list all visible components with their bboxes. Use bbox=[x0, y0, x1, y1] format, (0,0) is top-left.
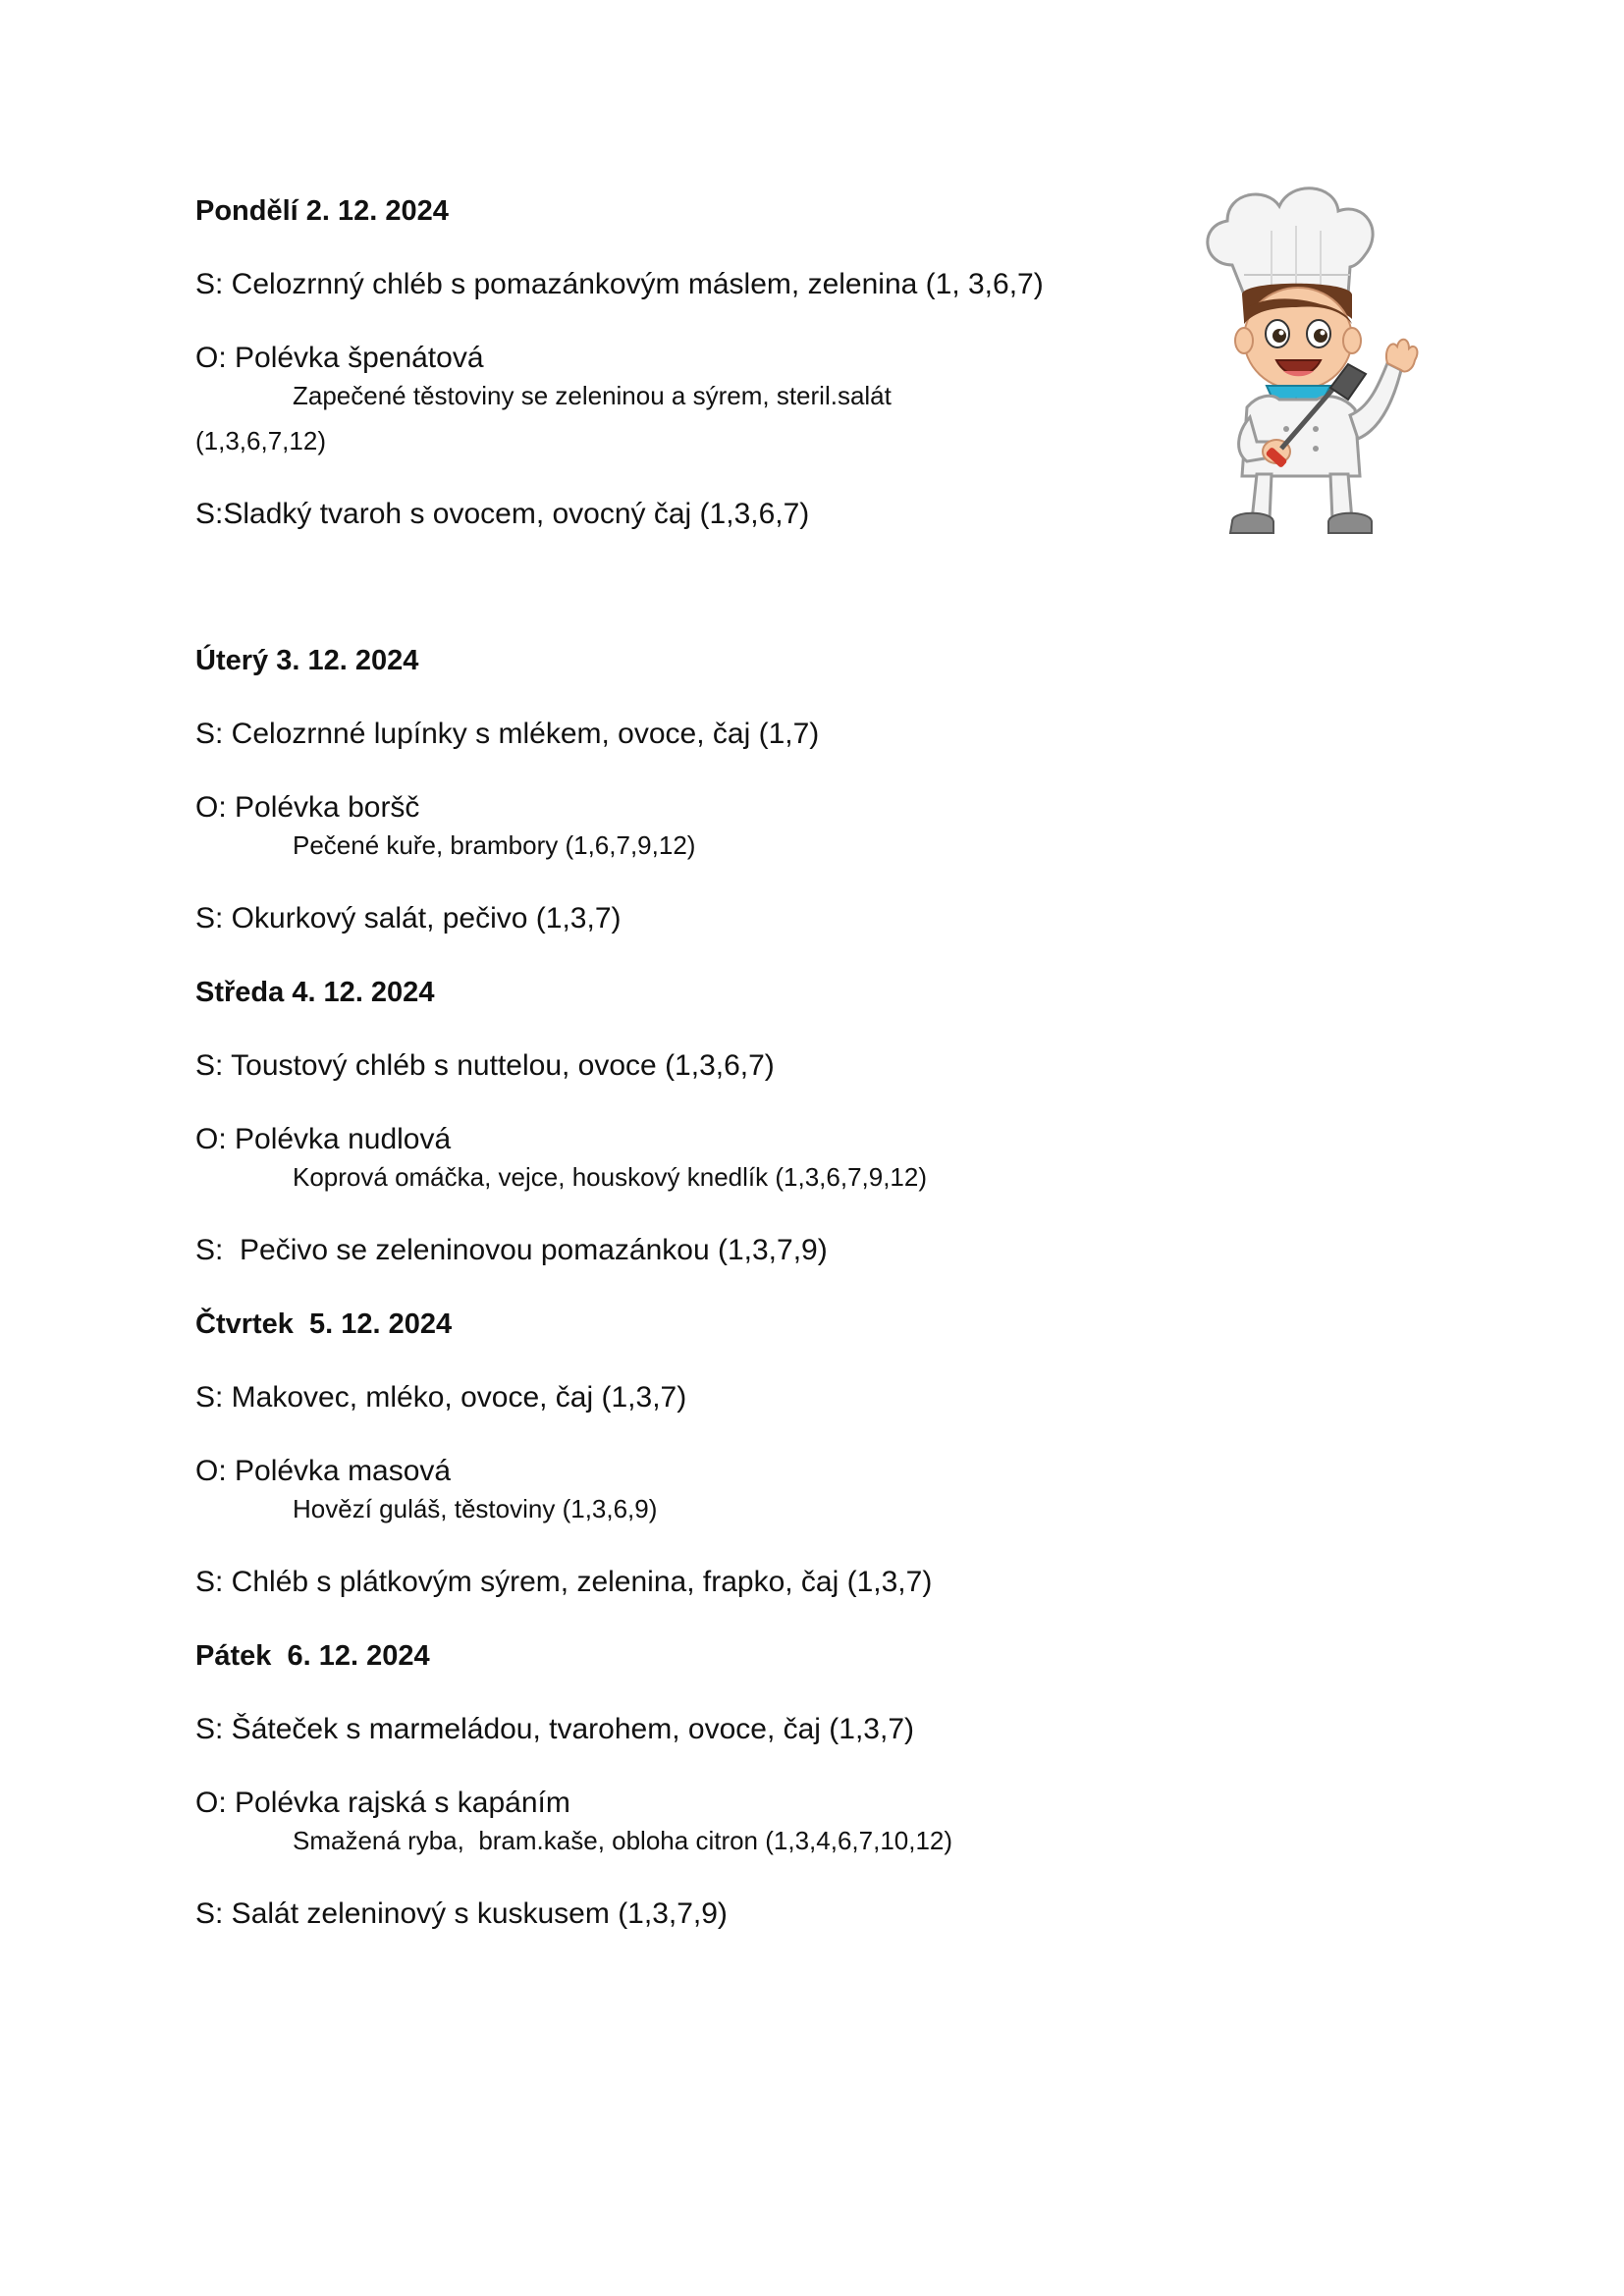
chef-hat bbox=[1208, 188, 1373, 294]
day-title: Úterý 3. 12. 2024 bbox=[195, 645, 419, 676]
chef-shoe-right bbox=[1328, 513, 1372, 533]
snack-line: S: Chléb s plátkovým sýrem, zelenina, frapko, čaj (1,3,7) bbox=[195, 1566, 933, 1598]
lunch-block bbox=[195, 1121, 1275, 1196]
chef-shoe-left bbox=[1230, 513, 1273, 533]
main-course-line: Koprová omáčka, vejce, houskový knedlík (1,3,6,7,9,12) bbox=[293, 1162, 928, 1192]
day-monday bbox=[195, 192, 1275, 533]
day-title: Pondělí 2. 12. 2024 bbox=[195, 195, 449, 227]
day-thursday bbox=[195, 1306, 1275, 1601]
snack-line: S: Okurkový salát, pečivo (1,3,7) bbox=[195, 902, 622, 934]
main-course-line: Pečené kuře, brambory (1,6,7,9,12) bbox=[293, 830, 696, 860]
main-course-line: Smažená ryba, bram.kaše, obloha citron (1,3,4,6,7,10,12) bbox=[293, 1826, 953, 1855]
day-tuesday bbox=[195, 642, 1275, 937]
day-wednesday bbox=[195, 974, 1275, 1269]
snack-line: S: Salát zeleninový s kuskusem (1,3,7,9) bbox=[195, 1897, 728, 1930]
main-course-line: Zapečené těstoviny se zeleninou a sýrem, steril.salát bbox=[293, 381, 892, 410]
day-friday bbox=[195, 1637, 1275, 1933]
soup-line: O: Polévka boršč bbox=[195, 791, 420, 824]
lunch-block bbox=[195, 340, 1275, 459]
chef-coat bbox=[1242, 396, 1360, 476]
main-course-allergens: (1,3,6,7,12) bbox=[195, 426, 326, 455]
snack-line: S: Pečivo se zeleninovou pomazánkou (1,3,7,9) bbox=[195, 1234, 828, 1266]
breakfast-line: S: Makovec, mléko, ovoce, čaj (1,3,7) bbox=[195, 1381, 687, 1414]
lunch-block bbox=[195, 789, 1275, 864]
soup-line: O: Polévka rajská s kapáním bbox=[195, 1787, 570, 1819]
day-title: Pátek 6. 12. 2024 bbox=[195, 1640, 430, 1672]
lunch-block bbox=[195, 1785, 1275, 1859]
day-title: Středa 4. 12. 2024 bbox=[195, 977, 435, 1008]
breakfast-line: S: Celozrnné lupínky s mlékem, ovoce, čaj (1,7) bbox=[195, 718, 820, 750]
weekly-menu bbox=[195, 192, 1275, 1969]
breakfast-line: S: Toustový chléb s nuttelou, ovoce (1,3,6,7) bbox=[195, 1049, 775, 1082]
day-title: Čtvrtek 5. 12. 2024 bbox=[195, 1308, 453, 1340]
soup-line: O: Polévka masová bbox=[195, 1455, 452, 1487]
chef-cartoon-icon bbox=[1173, 172, 1429, 564]
snack-line: S:Sladký tvaroh s ovocem, ovocný čaj (1,3,6,7) bbox=[195, 498, 810, 530]
breakfast-line: S: Celozrnný chléb s pomazánkovým máslem, zelenina (1, 3,6,7) bbox=[195, 268, 1044, 300]
day-spacer bbox=[195, 533, 1275, 642]
breakfast-line: S: Šáteček s marmeládou, tvarohem, ovoce, čaj (1,3,7) bbox=[195, 1713, 914, 1745]
soup-line: O: Polévka špenátová bbox=[195, 342, 484, 374]
main-course-line: Hovězí guláš, těstoviny (1,3,6,9) bbox=[293, 1494, 658, 1523]
lunch-block bbox=[195, 1453, 1275, 1527]
soup-line: O: Polévka nudlová bbox=[195, 1123, 452, 1155]
